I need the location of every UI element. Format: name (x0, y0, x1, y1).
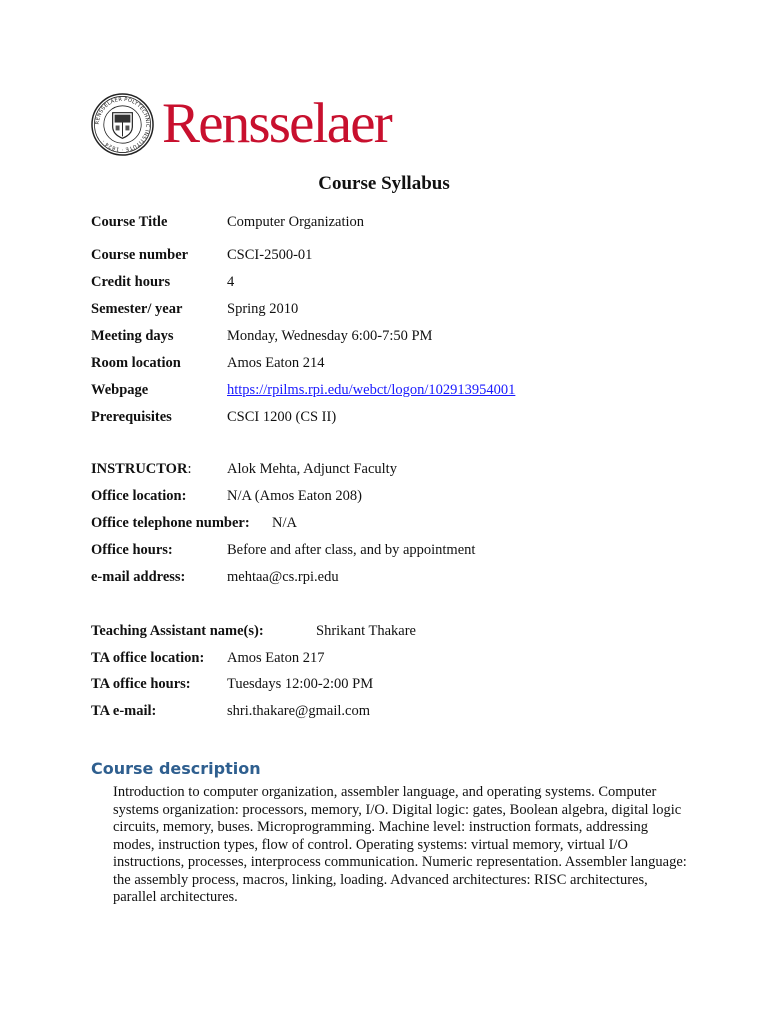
value-credit-hours: 4 (227, 274, 235, 290)
svg-text:RENSSELAER POLYTECHNIC INSTITU: RENSSELAER POLYTECHNIC INSTITUTE · 1824 · (94, 96, 151, 153)
label-ta-email: TA e-mail: (91, 703, 157, 719)
value-meeting-days: Monday, Wednesday 6:00-7:50 PM (227, 328, 433, 344)
value-webpage (227, 380, 515, 400)
label-instructor: INSTRUCTOR: (91, 461, 192, 477)
institution-wordmark: Rensselaer (162, 92, 391, 155)
value-instructor: Alok Mehta, Adjunct Faculty (227, 461, 397, 477)
label-office-hours: Office hours: (91, 542, 173, 558)
label-ta-hours: TA office hours: (91, 676, 191, 692)
rensselaer-seal-icon (91, 93, 154, 156)
value-semester-year: Spring 2010 (227, 301, 299, 317)
value-email: mehtaa@cs.rpi.edu (227, 569, 339, 585)
label-office-phone: Office telephone number: (91, 515, 250, 531)
label-prerequisites: Prerequisites (91, 409, 172, 425)
course-description-heading: Course description (91, 759, 261, 778)
value-course-number: CSCI-2500-01 (227, 247, 313, 263)
label-room-location: Room location (91, 355, 181, 371)
label-credit-hours: Credit hours (91, 274, 171, 290)
label-email: e-mail address: (91, 569, 186, 585)
label-webpage: Webpage (91, 382, 149, 398)
value-ta-office: Amos Eaton 217 (227, 650, 325, 666)
value-office-phone: N/A (272, 515, 297, 531)
label-office-location: Office location: (91, 488, 187, 504)
course-description-text: Introduction to computer organization, assembler language, and operating systems. Computer systems organization: processors, memory, I/O. Digital logic: gates, Boolean algebra, digital logic circuits, memory, buses. Microprogramming. Machine level: instruction formats, addressing modes, instruction types, flow of control. Operating systems: virtual memory, virtual I/O instructions, processes, interprocess communication. Numeric representation. Assembler language: the assembly process, macros, linking, loading. Advanced architectures: RISC architectures, parallel architectures. (113, 784, 687, 905)
value-ta-name: Shrikant Thakare (316, 623, 416, 639)
label-ta-office: TA office location: (91, 650, 205, 666)
webpage-link[interactable]: https://rpilms.rpi.edu/webct/logon/102913954001 (227, 382, 516, 398)
value-prerequisites: CSCI 1200 (CS II) (227, 409, 337, 425)
value-course-title: Computer Organization (227, 214, 365, 230)
page-title: Course Syllabus (318, 173, 450, 194)
label-ta-name: Teaching Assistant name(s): (91, 623, 264, 639)
label-meeting-days: Meeting days (91, 328, 174, 344)
value-ta-email: shri.thakare@gmail.com (227, 703, 371, 719)
label-semester-year: Semester/ year (91, 301, 183, 317)
label-course-title: Course Title (91, 214, 168, 230)
label-course-number: Course number (91, 247, 189, 263)
value-office-location: N/A (Amos Eaton 208) (227, 488, 362, 504)
value-room-location: Amos Eaton 214 (227, 355, 325, 371)
value-ta-hours: Tuesdays 12:00-2:00 PM (227, 676, 374, 692)
value-office-hours: Before and after class, and by appointment (227, 542, 476, 558)
